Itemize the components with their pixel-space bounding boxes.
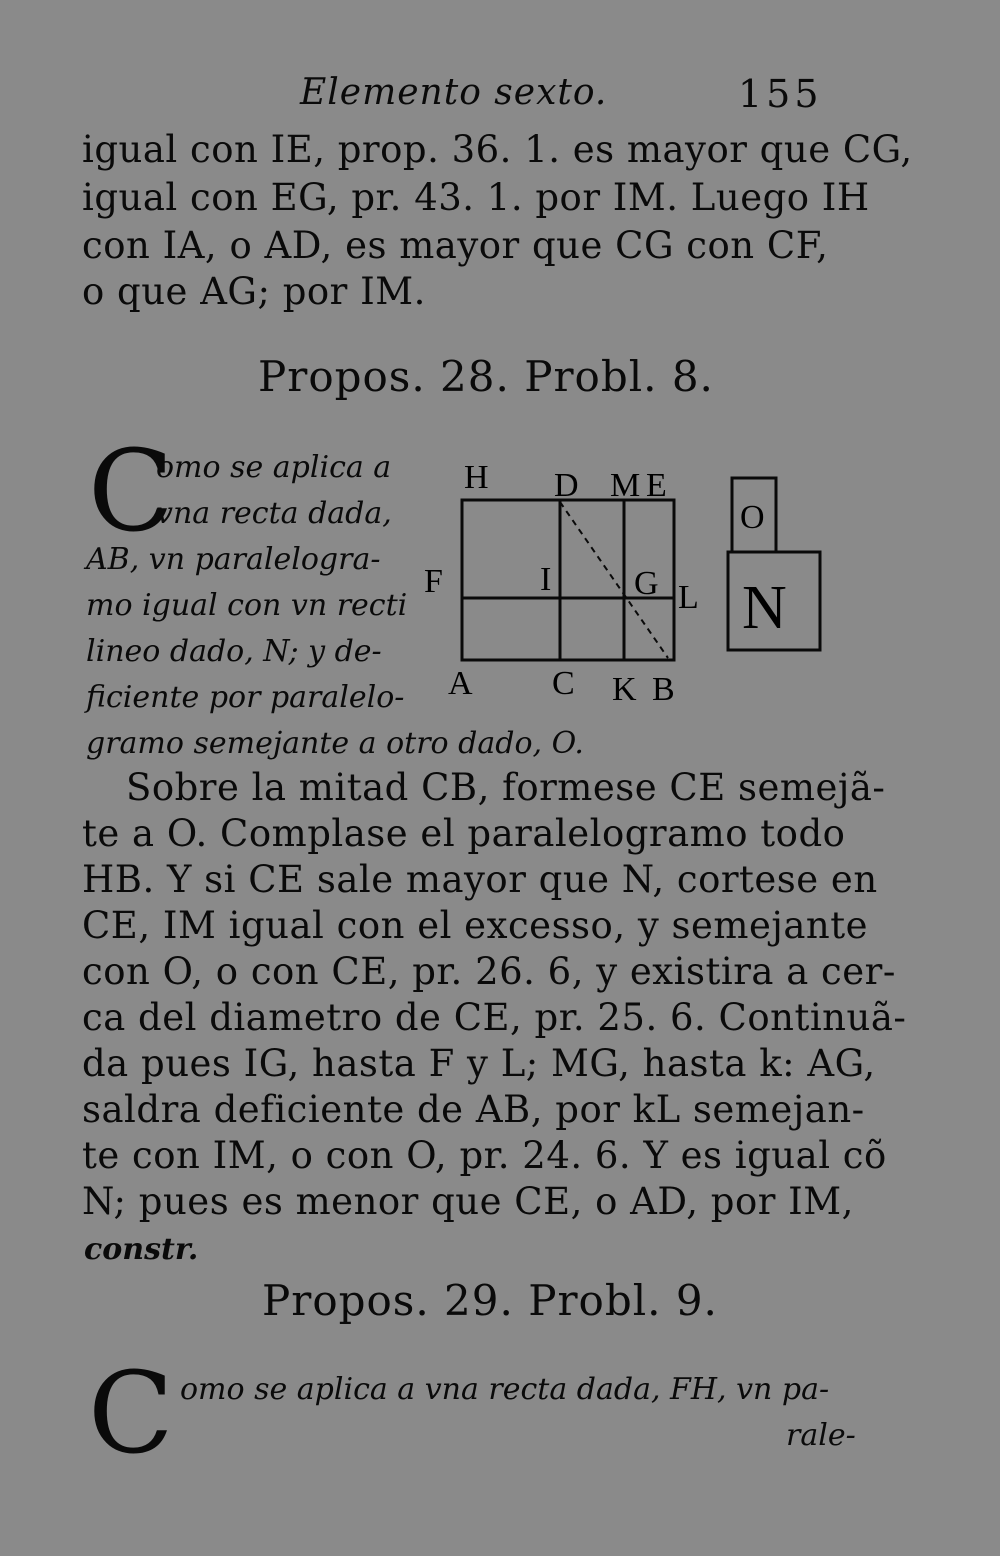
label-K: K [612,671,637,708]
enunciation-line: rale- [786,1418,856,1453]
text-line: igual con IE, prop. 36. 1. es mayor que CG, [82,128,913,171]
geometry-figure [420,440,840,720]
label-A: A [448,665,473,702]
label-N: N [742,574,787,642]
text-line: te con IM, o con O, pr. 24. 6. Y es igual cõ [82,1134,887,1177]
label-B: B [652,671,675,708]
text-line: igual con EG, pr. 43. 1. por IM. Luego IH [82,176,870,219]
enunciation-line: lineo dado, N; y de- [86,634,382,669]
label-E: E [646,467,667,504]
enunciation-line: AB, vn paralelogra- [86,542,381,577]
label-F: F [424,563,443,600]
text-line: CE, IM igual con el excesso, y semejante [82,904,868,947]
enunciation-line: omo se aplica a [156,450,392,485]
label-C: C [552,665,575,702]
drop-cap: C [88,1349,174,1479]
page-number: 155 [738,72,823,116]
label-G: G [634,565,659,602]
text-line: con O, o con CE, pr. 26. 6, y existira a cer- [82,950,896,993]
enunciation-line: vna recta dada, [156,496,392,531]
label-O: O [740,499,765,536]
text-line: ca del diametro de CE, pr. 25. 6. Continuã- [82,996,907,1039]
label-L: L [678,579,699,616]
drop-cap: C [88,427,174,557]
text-line: N; pues es menor que CE, o AD, por IM, [82,1180,854,1223]
label-I: I [540,561,552,598]
enunciation-line: mo igual con vn recti [86,588,408,623]
text-line: o que AG; por IM. [82,270,426,313]
text-line: te a O. Complase el paralelogramo todo [82,812,846,855]
text-line: da pues IG, hasta F y L; MG, hasta k: AG, [82,1042,876,1085]
label-H: H [464,459,489,496]
text-line: con IA, o AD, es mayor que CG con CF, [82,224,829,267]
text-line: HB. Y si CE sale mayor que N, cortese en [82,858,878,901]
enunciation-line: omo se aplica a vna recta dada, FH, vn pa- [180,1372,830,1407]
enunciation-line: gramo semejante a otro dado, O. [86,726,584,761]
proposition-heading: Propos. 28. Probl. 8. [258,352,714,401]
text-line: saldra deficiente de AB, por kL semejan- [82,1088,865,1131]
text-line: Sobre la mitad CB, formese CE semejã- [126,766,886,809]
label-M: M [610,467,641,504]
label-D: D [554,467,579,504]
enunciation-line: ficiente por paralelo- [86,680,405,715]
proposition-heading: Propos. 29. Probl. 9. [262,1276,718,1325]
text-line: constr. [84,1232,199,1267]
running-header: Elemento sexto. [300,72,608,113]
